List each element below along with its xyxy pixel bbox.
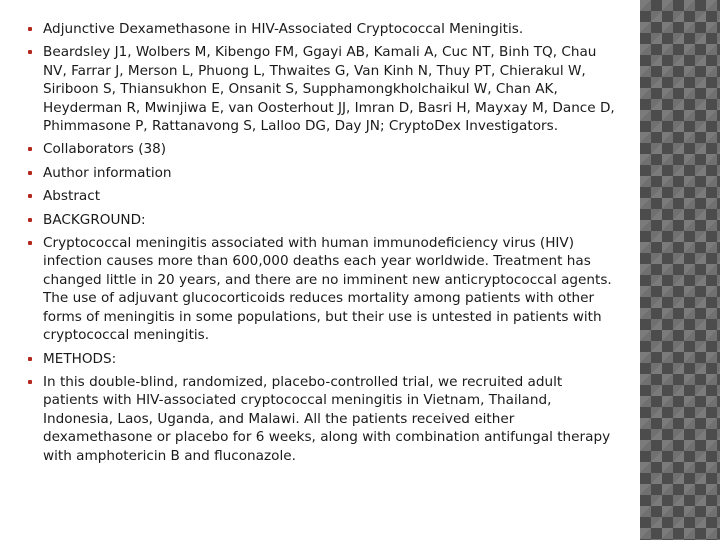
bullet-list: [28, 20, 618, 470]
bullet-text: Beardsley J1, Wolbers M, Kibengo FM, Ggayi AB, Kamali A, Cuc NT, Binh TQ, Chau NV, Farrar J, Merson L, Phuong L, Thwaites G, Van Kinh N, Thuy PT, Chierakul W, Siriboon S, Thiansukhon E, Onsanit S, Supphamongkholchaikul W, Chan AK, Heyderman R, Mwinjiwa E, van Oosterhout JJ, Imran D, Basri H, Mayxay M, Dance D, Phimmasone P, Rattanavong S, Lalloo DG, Day JN; CryptoDex Investigators.: [43, 44, 615, 135]
bullet-background-text: [28, 234, 618, 344]
bullet-text: In this double-blind, randomized, placebo-controlled trial, we recruited adult patients with HIV-associated cryptococcal meningitis in Vietnam, Thailand, Indonesia, Laos, Uganda, and Malawi. All the patients received either dexamethasone or placebo for 6 weeks, along with combination antifungal therapy with amphotericin B and fluconazole.: [43, 373, 611, 464]
bullet-title: [28, 20, 618, 38]
bullet-abstract: [28, 187, 618, 205]
bullet-icon: [28, 50, 32, 54]
bullet-text: METHODS:: [43, 350, 117, 367]
bullet-icon: [28, 357, 32, 361]
bullet-icon: [28, 218, 32, 222]
bullet-icon: [28, 171, 32, 175]
bullet-methods-heading: [28, 350, 618, 368]
bullet-icon: [28, 241, 32, 245]
bullet-icon: [28, 380, 32, 384]
bullet-collaborators: [28, 140, 618, 158]
decorative-side-panel: [640, 0, 720, 540]
bullet-author-information: [28, 164, 618, 182]
bullet-icon: [28, 27, 32, 31]
bullet-icon: [28, 147, 32, 151]
bullet-text: Author information: [43, 164, 172, 181]
bullet-authors: [28, 43, 618, 135]
bullet-text: Abstract: [43, 188, 101, 205]
bullet-methods-text: [28, 373, 618, 465]
bullet-text: Adjunctive Dexamethasone in HIV-Associated Cryptococcal Meningitis.: [43, 21, 524, 37]
bullet-text: Cryptococcal meningitis associated with human immunodeficiency virus (HIV) infection causes more than 600,000 deaths each year worldwide. Treatment has changed little in 20 years, and there are no imminent new anticryptococcal agents. The use of adjuvant glucocorticoids reduces mortality among patients with other forms of meningitis in some populations, but their use is untested in patients with cryptococcal meningitis.: [43, 235, 612, 344]
bullet-icon: [28, 194, 32, 198]
bullet-background-heading: [28, 211, 618, 229]
bullet-text: Collaborators (38): [43, 141, 167, 158]
bullet-text: BACKGROUND:: [43, 211, 146, 228]
